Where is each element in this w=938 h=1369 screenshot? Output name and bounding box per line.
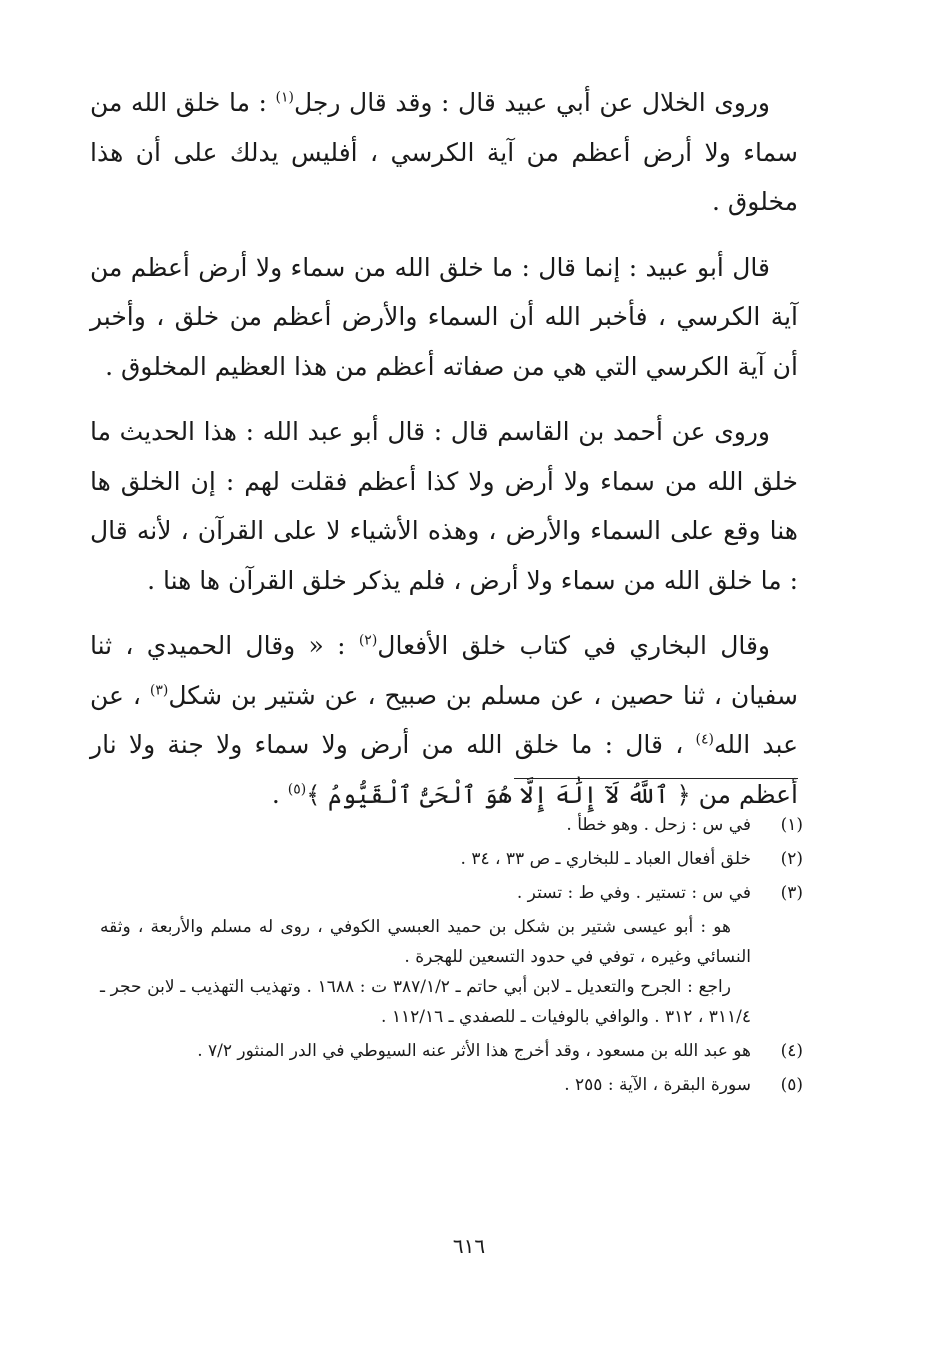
footnote-number: (٣) [780,883,803,903]
footnote-3 [100,878,803,908]
footnote-ref-5[interactable]: (٥) [287,781,307,798]
footnote-5 [100,1070,803,1100]
footnote-number: (١) [780,815,803,835]
quran-verse: ﴿ ٱللَّهُ لَآ إِلَٰهَ إِلَّا هُوَ ٱلْحَىُّ ٱلْقَيُّومُ ﴾ [306,780,691,809]
footnote-text: في س : تستير . وفي ط : تستر . [516,883,751,903]
paragraph-3: وروى عن أحمد بن القاسم قال : قال أبو عبد الله : هذا الحديث ما خلق الله من سماء ولا أرض ولا كذا أعظم فقلت لهم : إن الخلق ها هنا وقع على السماء والأرض ، وهذه الأشياء لا على القرآن ، لأنه قال : ما خلق الله من سماء ولا أرض ، فلم يذكر خلق القرآن ها هنا . [90,417,798,595]
paragraph-1-text-cont: : ما خلق الله من سماء ولا أرض أعظم من آية الكرسي ، أفليس يدلك على أن هذا مخلوق . [90,88,798,216]
footnote-2 [100,844,803,874]
footnote-text: هو عبد الله بن مسعود ، وقد أخرج هذا الأثر عنه السيوطي في الدر المنثور ٧/٢ . [197,1041,751,1061]
paragraph-2: قال أبو عبيد : إنما قال : ما خلق الله من سماء ولا أرض أعظم من آية الكرسي ، فأخبر الله أن السماء والأرض أعظم من خلق ، وأخبر أن آية الكرسي التي هي من صفاته أعظم من هذا العظيم المخلوق . [90,252,798,381]
footnote-ref-4[interactable]: (٤) [695,731,714,748]
footnote-number: (٥) [780,1075,803,1095]
paragraph-4-text-c: ، عن عبد الله [90,680,798,759]
footnote-3-references: راجع : الجرح والتعديل ـ لابن أبي حاتم ـ ٣٨٧/١/٢ ت : ١٦٨٨ . وتهذيب التهذيب ـ لابن حجر ـ ٣١١/٤ ، ٣١٢ . والوافي بالوفيات ـ للصفدي ـ ١١٢/١٦ . [100,977,751,1027]
paragraph-4 [90,621,798,820]
footnote-text: خلق أفعال العباد ـ للبخاري ـ ص ٣٣ ، ٣٤ . [460,849,751,869]
footnote-3-biography: هو : أبو عيسى شتير بن شكل بن حميد العبسي الكوفي ، روى له مسلم والأربعة ، وثقه النسائي وغيره ، توفي في حدود التسعين للهجرة . [100,917,751,967]
footnote-text: سورة البقرة ، الآية : ٢٥٥ . [564,1075,751,1095]
paragraph-4-text-b: : « وقال الحميدي ، ثنا سفيان ، ثنا حصين ، عن مسلم بن صبيح ، عن شتير بن شكل [90,631,798,710]
page-number: ٦١٦ [452,1234,486,1258]
footnote-text: في س : زحل . وهو خطأ . [566,815,751,835]
footnote-ref-2[interactable]: (٢) [358,632,378,649]
footnote-number: (٤) [780,1041,803,1061]
footnotes [100,810,803,1104]
paragraph-4-text-a: وقال البخاري في كتاب خلق الأفعال [377,631,770,660]
paragraph-4-text-d: ، قال : ما خلق الله من أرض ولا سماء ولا جنة ولا نار أعظم من [90,730,798,809]
main-text [90,78,798,836]
footnote-separator [514,778,798,779]
footnote-4 [100,1036,803,1066]
paragraph-4-text-e: . [271,779,288,809]
footnote-1 [100,810,803,840]
footnote-number: (٢) [780,849,803,869]
paragraph-1-text: وروى الخلال عن أبي عبيد قال : وقد قال رجل [294,88,770,117]
footnote-ref-3[interactable]: (٣) [149,682,169,699]
footnote-ref-1[interactable]: (١) [275,89,294,106]
paragraph-1 [90,78,798,227]
